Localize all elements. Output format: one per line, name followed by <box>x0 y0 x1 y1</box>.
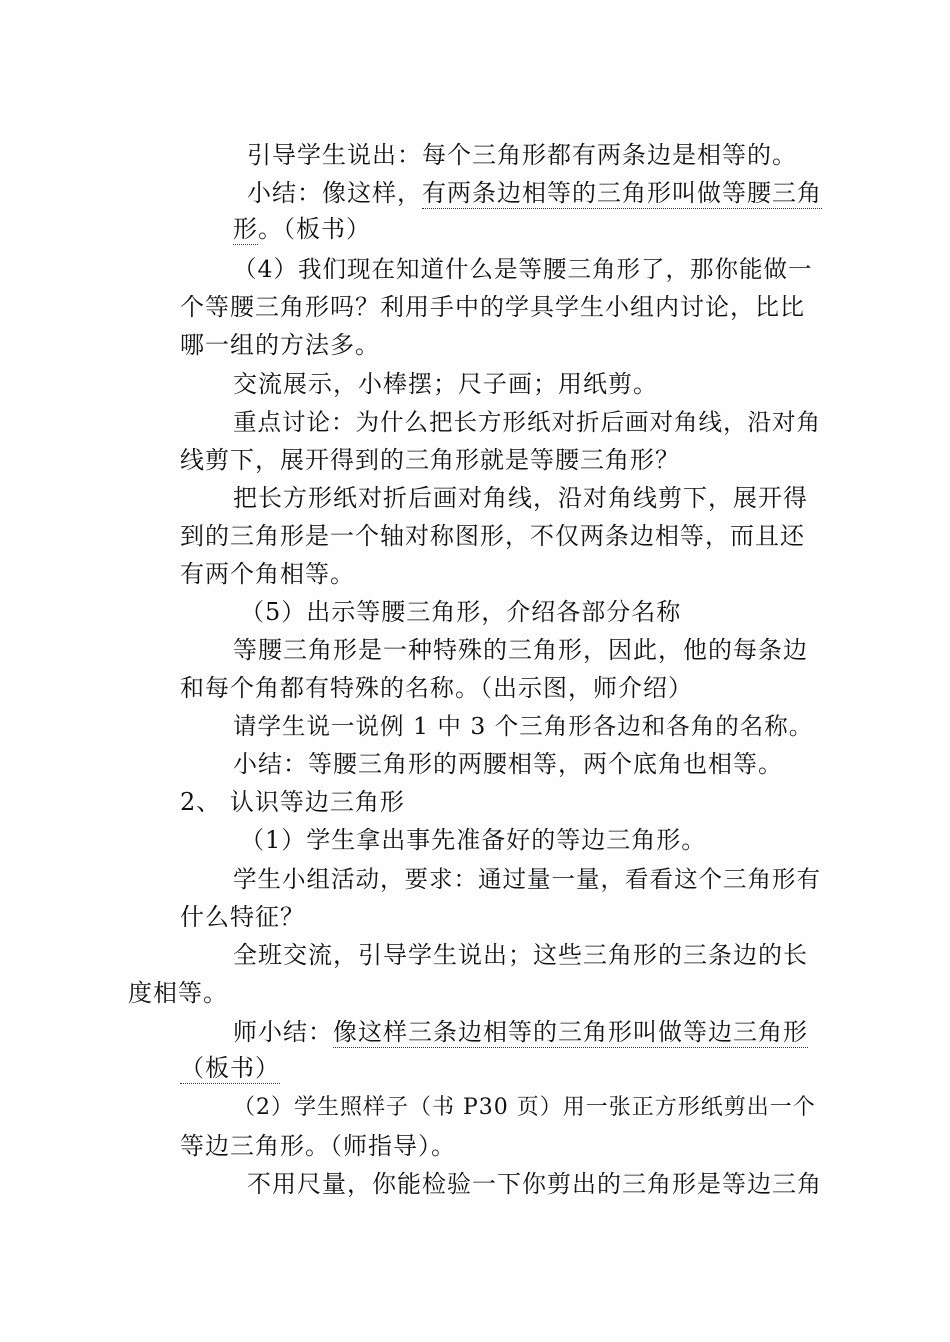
underlined-definition: 像这样三条边相等的三角形叫做等边三角形 <box>333 1018 808 1046</box>
section-heading: 2、 认识等边三角形 <box>180 788 405 816</box>
text-line: （5）出示等腰三角形，介绍各部分名称 <box>240 598 682 626</box>
text-line: 什么特征？ <box>180 903 305 931</box>
text-line: 个等腰三角形吗？利用手中的学具学生小组内讨论，比比 <box>180 293 805 321</box>
text-line: 有两个角相等。 <box>180 560 355 588</box>
text-line: 请学生说一说例 1 中 3 个三角形各边和各角的名称。 <box>233 712 814 740</box>
text-line: 等腰三角形是一种特殊的三角形，因此，他的每条边 <box>233 636 808 664</box>
text-line: 小结：等腰三角形的两腰相等，两个底角也相等。 <box>233 750 783 778</box>
text-line <box>180 1053 280 1083</box>
text-line: 交流展示，小棒摆；尺子画；用纸剪。 <box>233 370 658 398</box>
text-line: 形。（板书） <box>233 215 371 243</box>
text-line: 度相等。 <box>128 979 228 1007</box>
text-line: （1）学生拿出事先准备好的等边三角形。 <box>240 826 707 854</box>
text-line: 等边三角形。（师指导）。 <box>180 1132 456 1160</box>
text-line: 不用尺量，你能检验一下你剪出的三角形是等边三角 <box>247 1170 822 1198</box>
text-line: （4）我们现在知道什么是等腰三角形了，那你能做一 <box>233 255 813 283</box>
text-line: 重点讨论：为什么把长方形纸对折后画对角线，沿对角 <box>233 408 821 436</box>
text-line: 小结：像这样，有两条边相等的三角形叫做等腰三角 <box>247 179 822 207</box>
text-line: （2）学生照样子（书 P30 页）用一张正方形纸剪出一个 <box>233 1095 816 1120</box>
text-line: 学生小组活动，要求：通过量一量，看看这个三角形有 <box>233 865 821 893</box>
text-line: 线剪下，展开得到的三角形就是等腰三角形？ <box>180 446 680 474</box>
text-line: 全班交流，引导学生说出；这些三角形的三条边的长 <box>233 941 808 969</box>
underlined-definition: （板书） <box>180 1054 280 1082</box>
text-line: 把长方形纸对折后画对角线，沿对角线剪下，展开得 <box>233 484 808 512</box>
text-line: 引导学生说出：每个三角形都有两条边是相等的。 <box>247 141 797 169</box>
underlined-definition: 形 <box>233 215 258 243</box>
text-line: 到的三角形是一个轴对称图形，不仅两条边相等，而且还 <box>180 522 805 550</box>
text-line: 哪一组的方法多。 <box>180 331 380 359</box>
text-line: 和每个角都有特殊的名称。（出示图，师介绍） <box>180 674 693 702</box>
underlined-definition: 有两条边相等的三角形叫做等腰三角 <box>422 179 822 207</box>
text-line: 师小结：像这样三条边相等的三角形叫做等边三角形 <box>233 1018 808 1046</box>
